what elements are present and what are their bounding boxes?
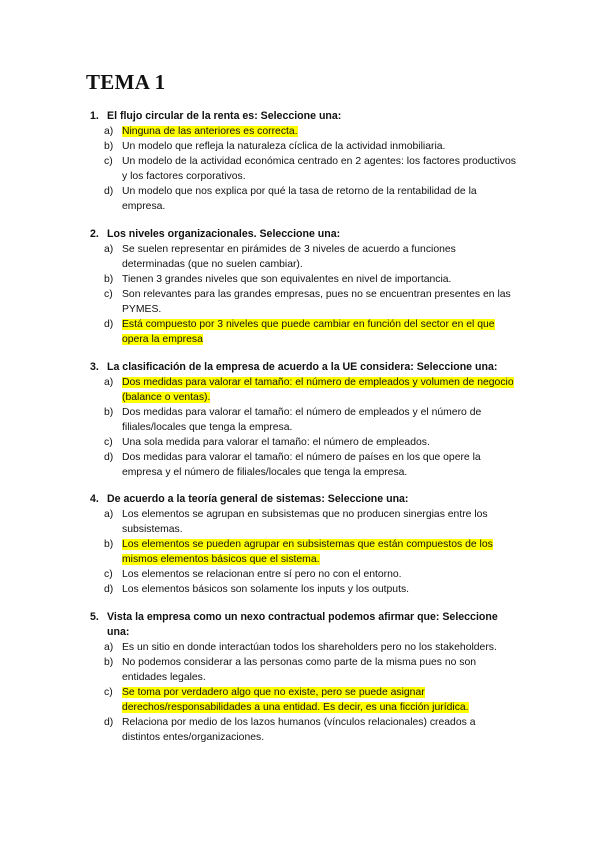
page-title: TEMA 1	[86, 70, 166, 94]
option-text: Dos medidas para valorar el tamaño: el número de países en los que opere la empresa y el número de filiales/locales que tenga la empresa.	[122, 452, 481, 478]
answer-option-d	[104, 715, 520, 745]
question-5	[90, 610, 520, 745]
question-heading	[90, 492, 520, 507]
option-text-highlighted: Dos medidas para valorar el tamaño: el número de empleados y volumen de negocio (balance o ventas).	[122, 377, 514, 403]
option-letter: d)	[104, 717, 114, 728]
answer-option-b	[104, 272, 520, 287]
option-letter: a)	[104, 642, 114, 653]
question-heading	[90, 227, 520, 242]
answer-option-c	[104, 287, 520, 317]
question-text: De acuerdo a la teoría general de sistemas: Seleccione una:	[107, 493, 409, 505]
answer-option-a	[104, 640, 520, 655]
option-text-highlighted: Está compuesto por 3 niveles que puede cambiar en función del sector en el que opera la empresa	[122, 319, 495, 345]
option-text: Tienen 3 grandes niveles que son equivalentes en nivel de importancia.	[122, 274, 452, 285]
option-letter: c)	[104, 687, 113, 698]
question-text: El flujo circular de la renta es: Seleccione una:	[107, 110, 342, 122]
option-text: Un modelo de la actividad económica centrado en 2 agentes: los factores productivos y los factores corporativos.	[122, 156, 516, 182]
option-letter: c)	[104, 569, 113, 580]
option-text: Los elementos se agrupan en subsistemas que no producen sinergias entre los subsistemas.	[122, 509, 488, 535]
answer-option-a	[104, 375, 520, 405]
option-letter: c)	[104, 289, 113, 300]
answer-option-b	[104, 139, 520, 154]
option-letter: d)	[104, 186, 114, 197]
answer-option-a	[104, 507, 520, 537]
question-1	[90, 109, 520, 214]
question-number: 5.	[90, 611, 99, 623]
answer-option-d	[104, 582, 520, 597]
option-letter: d)	[104, 452, 114, 463]
question-heading	[90, 610, 520, 640]
answer-option-b	[104, 405, 520, 435]
option-text: Una sola medida para valorar el tamaño: el número de empleados.	[122, 437, 430, 448]
option-text: No podemos considerar a las personas como parte de la misma pues no son entidades legales.	[122, 657, 477, 683]
question-number: 3.	[90, 361, 99, 373]
option-letter: b)	[104, 274, 114, 285]
question-text: La clasificación de la empresa de acuerdo a la UE considera: Seleccione una:	[107, 361, 498, 373]
option-letter: a)	[104, 126, 114, 137]
option-text: Los elementos se relacionan entre sí pero no con el entorno.	[122, 569, 402, 580]
question-text: Los niveles organizacionales. Seleccione una:	[107, 228, 341, 240]
option-text: Es un sitio en donde interactúan todos los shareholders pero no los stakeholders.	[122, 642, 497, 653]
option-letter: b)	[104, 141, 114, 152]
option-text: Un modelo que nos explica por qué la tasa de retorno de la rentabilidad de la empresa.	[122, 186, 477, 212]
question-4	[90, 492, 520, 597]
option-text: Los elementos básicos son solamente los inputs y los outputs.	[122, 584, 410, 595]
question-2	[90, 227, 520, 347]
option-text-highlighted: Ninguna de las anteriores es correcta.	[122, 126, 298, 137]
question-heading	[90, 109, 520, 124]
answer-option-a	[104, 242, 520, 272]
option-letter: b)	[104, 407, 114, 418]
option-text-highlighted: Los elementos se pueden agrupar en subsistemas que están compuestos de los mismos elementos básicos que el sistema.	[122, 539, 493, 565]
question-number: 2.	[90, 228, 99, 240]
answer-option-c	[104, 154, 520, 184]
option-letter: a)	[104, 244, 114, 255]
option-text: Se suelen representar en pirámides de 3 niveles de acuerdo a funciones determinadas (que no suelen cambiar).	[122, 244, 456, 270]
option-letter: b)	[104, 657, 114, 668]
answer-option-c	[104, 685, 520, 715]
question-number: 4.	[90, 493, 99, 505]
answer-option-c	[104, 567, 520, 582]
option-letter: d)	[104, 584, 114, 595]
option-letter: b)	[104, 539, 114, 550]
answer-option-d	[104, 317, 520, 347]
option-text: Relaciona por medio de los lazos humanos (vínculos relacionales) creados a distintos entes/organizaciones.	[122, 717, 476, 743]
question-3	[90, 360, 520, 480]
question-heading	[90, 360, 520, 375]
answer-option-c	[104, 435, 520, 450]
option-text-highlighted: Se toma por verdadero algo que no existe, pero se puede asignar derechos/responsabilidades a una entidad. Es decir, es una ficción jurídica.	[122, 687, 469, 713]
answer-option-b	[104, 655, 520, 685]
option-text: Dos medidas para valorar el tamaño: el número de empleados y el número de filiales/locales que tenga la empresa.	[122, 407, 482, 433]
option-letter: a)	[104, 377, 114, 388]
answer-option-a	[104, 124, 520, 139]
answer-option-d	[104, 450, 520, 480]
option-text: Son relevantes para las grandes empresas, pues no se encuentran presentes en las PYMES.	[122, 289, 511, 315]
option-text: Un modelo que refleja la naturaleza cíclica de la actividad inmobiliaria.	[122, 141, 446, 152]
question-number: 1.	[90, 110, 99, 122]
option-letter: c)	[104, 156, 113, 167]
answer-option-b	[104, 537, 520, 567]
option-letter: c)	[104, 437, 113, 448]
answer-option-d	[104, 184, 520, 214]
question-text: Vista la empresa como un nexo contractual podemos afirmar que: Seleccione una:	[107, 611, 498, 638]
option-letter: d)	[104, 319, 114, 330]
option-letter: a)	[104, 509, 114, 520]
